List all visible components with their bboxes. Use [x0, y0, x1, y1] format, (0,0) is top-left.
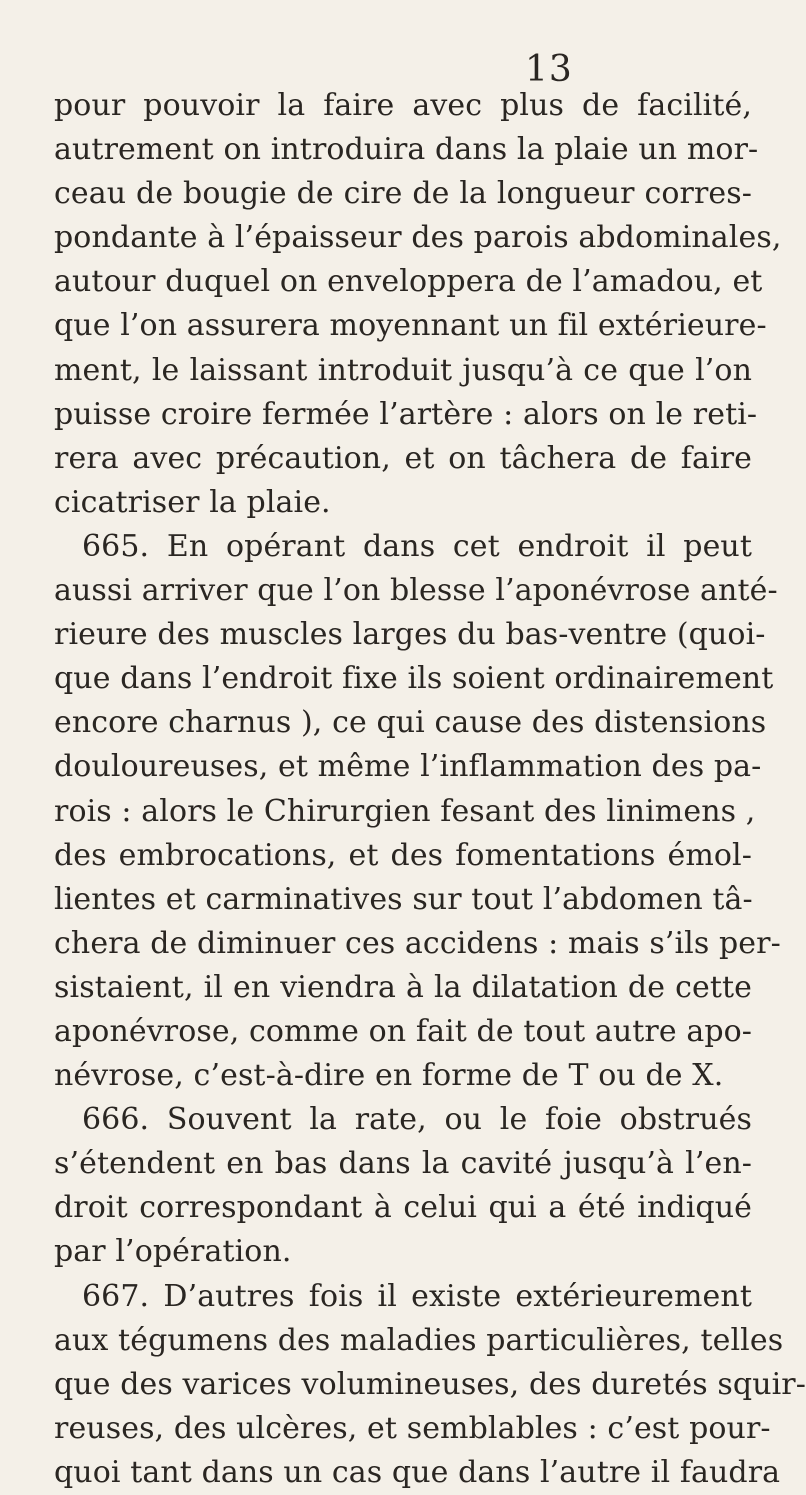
text-line: sistaient, il en viendra à la dilatation de cette — [54, 969, 752, 1005]
text-line: chera de diminuer ces accidens : mais s’ils per- — [54, 925, 781, 961]
text-line: rera avec précaution, et on tâchera de faire — [54, 440, 752, 476]
text-line: douloureuses, et même l’inflammation des pa- — [54, 749, 762, 785]
text-line: lientes et carminatives sur tout l’abdomen tâ- — [54, 881, 753, 917]
text-line: encore charnus ), ce qui cause des distensions — [54, 705, 767, 741]
text-line: que l’on assurera moyennant un fil extérieure- — [54, 308, 767, 344]
text-line: quoi tant dans un cas que dans l’autre il faudra — [54, 1454, 781, 1490]
text-line: puisse croire fermée l’artère : alors on le reti- — [54, 396, 758, 432]
text-line: autrement on introduira dans la plaie un mor- — [54, 132, 759, 168]
text-line: reuses, des ulcères, et semblables : c’est pour- — [54, 1410, 771, 1446]
text-line: ceau de bougie de cire de la longueur corres- — [54, 176, 752, 212]
paragraph-667-start: 667. D’autres fois il existe extérieurement — [82, 1278, 752, 1314]
text-line: aponévrose, comme on fait de tout autre apo- — [54, 1013, 753, 1049]
text-line: droit correspondant à celui qui a été indiqué — [54, 1190, 752, 1226]
body-text — [54, 84, 806, 1495]
text-line: s’étendent en bas dans la cavité jusqu’à l’en- — [54, 1146, 752, 1182]
text-line: des embrocations, et des fomentations émol- — [54, 837, 752, 873]
text-line: ment, le laissant introduit jusqu’à ce que l’on — [54, 352, 752, 388]
text-line: que dans l’endroit fixe ils soient ordinairement — [54, 661, 774, 697]
page-number: 13 — [525, 49, 573, 90]
text-line: rois : alors le Chirurgien fesant des linimens , — [54, 793, 756, 829]
text-line: pondante à l’épaisseur des parois abdominales, — [54, 220, 782, 256]
paragraph-665-start: 665. En opérant dans cet endroit il peut — [82, 528, 752, 564]
text-line: autour duquel on enveloppera de l’amadou, et — [54, 264, 763, 300]
text-line: par l’opération. — [54, 1234, 292, 1270]
text-line: cicatriser la plaie. — [54, 484, 331, 520]
text-line: que des varices volumineuses, des duretés squir- — [54, 1366, 806, 1402]
text-line: aussi arriver que l’on blesse l’aponévrose anté- — [54, 573, 778, 609]
text-line: rieure des muscles larges du bas-ventre (quoi- — [54, 617, 766, 653]
text-line: pour pouvoir la faire avec plus de facilité, — [54, 88, 752, 123]
paragraph-666-start: 666. Souvent la rate, ou le foie obstrués — [82, 1102, 752, 1138]
text-line: névrose, c’est-à-dire en forme de T ou de X. — [54, 1058, 724, 1094]
text-line: aux tégumens des maladies particulières, telles — [54, 1322, 784, 1358]
